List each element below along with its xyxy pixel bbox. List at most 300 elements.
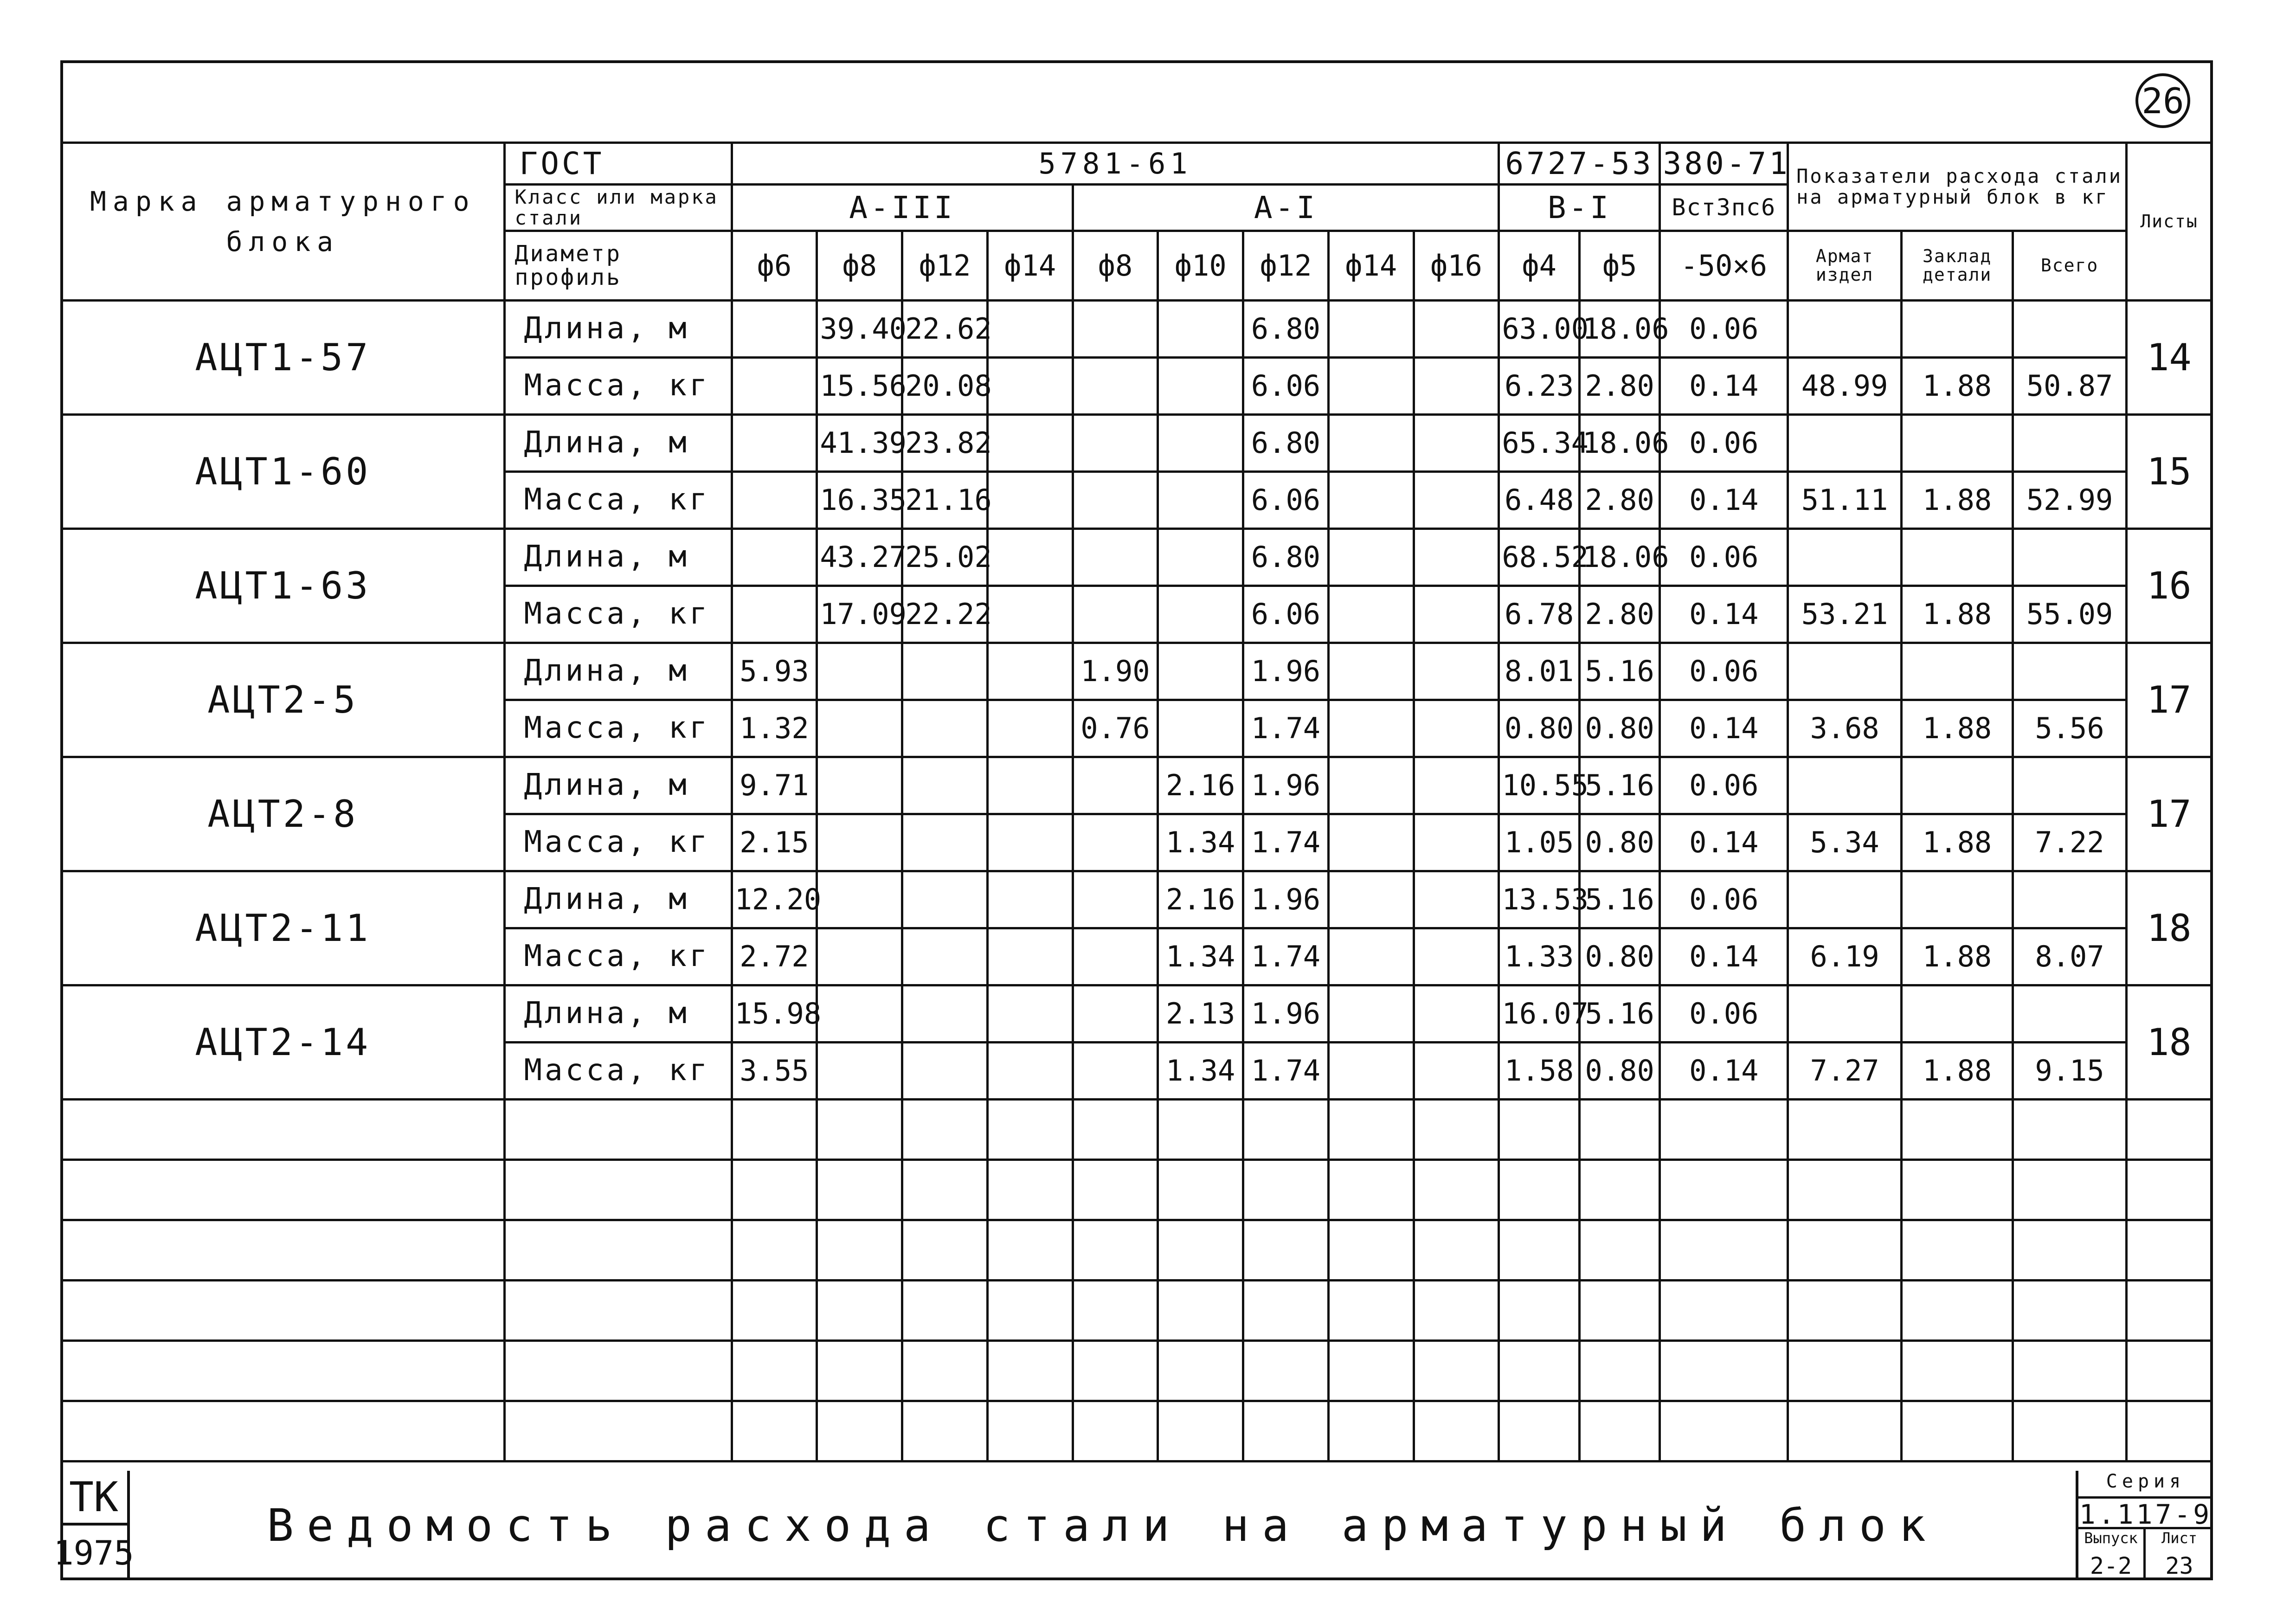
table-cell — [1073, 985, 1158, 1043]
gost-380-header: 380-71 — [1660, 143, 1788, 185]
steel-consumption-table — [60, 142, 2213, 1462]
table-cell — [1414, 871, 1499, 928]
table-cell: 1.96 — [1243, 643, 1329, 700]
empty-row — [62, 1401, 2212, 1461]
table-cell — [1073, 415, 1158, 472]
total-header: Всего — [2013, 231, 2127, 301]
table-cell — [1158, 700, 1243, 757]
block-mark: АЦТ1-63 — [62, 529, 505, 643]
series-block — [2078, 1471, 2213, 1580]
table-cell: 0.06 — [1660, 301, 1788, 358]
table-cell: 25.02 — [902, 529, 988, 586]
empty-row — [62, 1220, 2212, 1281]
empty-cell — [1243, 1281, 1329, 1341]
table-cell — [1414, 1043, 1499, 1100]
table-cell — [1902, 757, 2013, 814]
table-cell — [987, 814, 1073, 871]
table-cell: 1.33 — [1499, 928, 1580, 985]
empty-cell — [1243, 1160, 1329, 1220]
empty-row — [62, 1281, 2212, 1341]
diameter-header: ф12 — [902, 231, 988, 301]
table-cell — [987, 757, 1073, 814]
table-cell — [1414, 814, 1499, 871]
empty-cell — [62, 1160, 505, 1220]
table-cell — [902, 643, 988, 700]
empty-cell — [1243, 1220, 1329, 1281]
empty-cell — [2013, 1160, 2127, 1220]
empty-cell — [504, 1341, 732, 1401]
class-b1-header: B-I — [1499, 185, 1660, 231]
table-cell: 2.15 — [732, 814, 817, 871]
table-cell: 1.32 — [732, 700, 817, 757]
table-cell: 9.71 — [732, 757, 817, 814]
table-cell: 10.55 — [1499, 757, 1580, 814]
empty-cell — [1073, 1160, 1158, 1220]
arm-izdel-value: 3.68 — [1788, 700, 1902, 757]
table-cell — [1073, 301, 1158, 358]
empty-cell — [1902, 1281, 2013, 1341]
empty-cell — [732, 1281, 817, 1341]
diameter-header: ф10 — [1158, 231, 1243, 301]
table-cell — [2013, 757, 2127, 814]
sheet-ref: 18 — [2127, 871, 2212, 985]
table-cell: 1.34 — [1158, 814, 1243, 871]
table-cell: 65.34 — [1499, 415, 1580, 472]
table-cell — [1073, 358, 1158, 415]
arm-izdel-value: 6.19 — [1788, 928, 1902, 985]
table-cell: 20.08 — [902, 358, 988, 415]
table-cell — [1328, 529, 1414, 586]
row-label: Масса, кг — [504, 586, 732, 643]
table-cell — [1328, 700, 1414, 757]
list-label: Лист — [2161, 1529, 2198, 1547]
steel-table-body — [62, 301, 2212, 1461]
empty-cell — [987, 1281, 1073, 1341]
empty-cell — [1499, 1401, 1580, 1461]
empty-cell — [1243, 1341, 1329, 1401]
table-cell — [1414, 358, 1499, 415]
empty-cell — [1158, 1100, 1243, 1160]
empty-cell — [1414, 1160, 1499, 1220]
table-cell: 18.06 — [1579, 415, 1660, 472]
table-cell: 1.74 — [1243, 928, 1329, 985]
table-cell — [1328, 301, 1414, 358]
empty-cell — [902, 1341, 988, 1401]
table-row — [62, 415, 2212, 472]
empty-cell — [1499, 1341, 1580, 1401]
empty-cell — [817, 1341, 902, 1401]
table-cell: 1.34 — [1158, 1043, 1243, 1100]
table-cell: 22.62 — [902, 301, 988, 358]
tk-stamp — [53, 1471, 134, 1580]
table-cell — [1414, 643, 1499, 700]
table-row — [62, 985, 2212, 1043]
total-value: 55.09 — [2013, 586, 2127, 643]
table-cell: 1.96 — [1243, 757, 1329, 814]
empty-cell — [1073, 1100, 1158, 1160]
empty-cell — [1328, 1341, 1414, 1401]
table-cell: 0.76 — [1073, 700, 1158, 757]
empty-cell — [1788, 1341, 1902, 1401]
table-cell — [2013, 871, 2127, 928]
table-cell — [987, 643, 1073, 700]
sheet-ref: 15 — [2127, 415, 2212, 529]
table-cell: 12.20 — [732, 871, 817, 928]
table-cell: 5.16 — [1579, 757, 1660, 814]
table-cell — [902, 985, 988, 1043]
diameter-header: ф6 — [732, 231, 817, 301]
empty-cell — [1499, 1160, 1580, 1220]
empty-cell — [1414, 1281, 1499, 1341]
empty-cell — [1073, 1220, 1158, 1281]
table-cell — [732, 529, 817, 586]
table-cell — [1788, 643, 1902, 700]
empty-cell — [62, 1341, 505, 1401]
empty-cell — [817, 1401, 902, 1461]
table-cell — [1158, 529, 1243, 586]
empty-cell — [987, 1160, 1073, 1220]
table-cell — [1902, 301, 2013, 358]
empty-cell — [732, 1341, 817, 1401]
zaklad-value: 1.88 — [1902, 700, 2013, 757]
empty-cell — [1499, 1100, 1580, 1160]
row-label: Масса, кг — [504, 928, 732, 985]
sheets-column-header: Листы — [2127, 143, 2212, 301]
empty-cell — [1579, 1341, 1660, 1401]
table-cell — [902, 814, 988, 871]
table-cell — [1328, 643, 1414, 700]
arm-izdel-value: 48.99 — [1788, 358, 1902, 415]
tk-year: 1975 — [53, 1533, 134, 1572]
table-cell — [1328, 757, 1414, 814]
arm-izdel-value: 7.27 — [1788, 1043, 1902, 1100]
table-cell: 0.06 — [1660, 415, 1788, 472]
empty-cell — [504, 1401, 732, 1461]
empty-cell — [1328, 1220, 1414, 1281]
table-cell — [2013, 529, 2127, 586]
empty-cell — [2013, 1220, 2127, 1281]
total-value: 50.87 — [2013, 358, 2127, 415]
empty-cell — [1660, 1100, 1788, 1160]
empty-cell — [732, 1160, 817, 1220]
diameter-header: ф14 — [987, 231, 1073, 301]
table-cell: 2.80 — [1579, 586, 1660, 643]
table-row — [62, 529, 2212, 586]
table-cell — [1328, 358, 1414, 415]
block-mark: АЦТ2-11 — [62, 871, 505, 985]
empty-cell — [1660, 1341, 1788, 1401]
table-cell — [1158, 415, 1243, 472]
row-label: Длина, м — [504, 643, 732, 700]
table-cell — [1414, 301, 1499, 358]
table-cell — [1158, 358, 1243, 415]
table-cell — [1073, 928, 1158, 985]
table-cell — [987, 871, 1073, 928]
table-cell — [1902, 871, 2013, 928]
table-cell — [902, 1043, 988, 1100]
empty-cell — [1788, 1160, 1902, 1220]
empty-cell — [732, 1100, 817, 1160]
total-value: 5.56 — [2013, 700, 2127, 757]
series-label: Серия — [2078, 1471, 2213, 1499]
row-label: Масса, кг — [504, 700, 732, 757]
empty-cell — [1158, 1220, 1243, 1281]
table-cell — [987, 358, 1073, 415]
empty-cell — [902, 1100, 988, 1160]
empty-cell — [1579, 1220, 1660, 1281]
table-cell: 6.80 — [1243, 301, 1329, 358]
sheet-ref: 16 — [2127, 529, 2212, 643]
empty-cell — [1788, 1100, 1902, 1160]
table-cell — [817, 985, 902, 1043]
table-cell: 0.80 — [1579, 700, 1660, 757]
table-cell — [1073, 871, 1158, 928]
table-cell — [1073, 757, 1158, 814]
empty-cell — [1660, 1160, 1788, 1220]
table-cell — [987, 529, 1073, 586]
table-cell: 1.96 — [1243, 985, 1329, 1043]
empty-cell — [1158, 1160, 1243, 1220]
table-row — [62, 757, 2212, 814]
empty-cell — [902, 1281, 988, 1341]
table-cell: 1.96 — [1243, 871, 1329, 928]
table-cell: 2.16 — [1158, 871, 1243, 928]
table-cell: 0.06 — [1660, 643, 1788, 700]
empty-cell — [1073, 1281, 1158, 1341]
table-cell: 1.74 — [1243, 814, 1329, 871]
empty-cell — [1328, 1100, 1414, 1160]
empty-cell — [62, 1100, 505, 1160]
table-cell — [817, 643, 902, 700]
table-cell — [1902, 529, 2013, 586]
table-cell — [1158, 301, 1243, 358]
empty-cell — [62, 1220, 505, 1281]
row-label: Длина, м — [504, 871, 732, 928]
table-cell: 0.14 — [1660, 472, 1788, 529]
table-cell — [1414, 586, 1499, 643]
table-cell: 6.48 — [1499, 472, 1580, 529]
table-cell: 6.06 — [1243, 358, 1329, 415]
empty-cell — [1499, 1281, 1580, 1341]
table-cell: 0.14 — [1660, 928, 1788, 985]
row-label: Длина, м — [504, 301, 732, 358]
table-cell: 2.80 — [1579, 472, 1660, 529]
table-cell: 1.58 — [1499, 1043, 1580, 1100]
zaklad-value: 1.88 — [1902, 814, 2013, 871]
empty-cell — [1902, 1341, 2013, 1401]
table-cell — [987, 985, 1073, 1043]
diameter-header: ф8 — [817, 231, 902, 301]
table-cell — [2013, 985, 2127, 1043]
table-cell — [987, 472, 1073, 529]
zaklad-value: 1.88 — [1902, 1043, 2013, 1100]
table-cell — [1328, 1043, 1414, 1100]
class-a3-header: A-III — [732, 185, 1073, 231]
empty-cell — [1414, 1220, 1499, 1281]
indicators-header: Показатели расхода стали на арматурный блок в кг — [1788, 143, 2127, 231]
table-cell — [1328, 415, 1414, 472]
table-cell — [987, 415, 1073, 472]
empty-cell — [1158, 1401, 1243, 1461]
block-mark: АЦТ2-14 — [62, 985, 505, 1100]
empty-cell — [504, 1281, 732, 1341]
mark-column-header: Марка арматурного блока — [62, 143, 505, 301]
empty-cell — [1902, 1160, 2013, 1220]
empty-cell — [902, 1160, 988, 1220]
empty-cell — [817, 1100, 902, 1160]
empty-cell — [817, 1160, 902, 1220]
table-cell — [2013, 643, 2127, 700]
empty-cell — [817, 1220, 902, 1281]
table-cell — [1073, 472, 1158, 529]
table-cell — [732, 472, 817, 529]
table-cell — [2013, 301, 2127, 358]
empty-cell — [62, 1281, 505, 1341]
arm-izdel-header: Армат издел — [1788, 231, 1902, 301]
table-cell: 5.16 — [1579, 871, 1660, 928]
table-cell — [902, 700, 988, 757]
table-row — [62, 871, 2212, 928]
table-cell: 43.27 — [817, 529, 902, 586]
empty-cell — [1902, 1401, 2013, 1461]
table-cell — [1788, 757, 1902, 814]
table-cell: 0.80 — [1579, 1043, 1660, 1100]
table-cell: 1.05 — [1499, 814, 1580, 871]
empty-cell — [987, 1100, 1073, 1160]
table-cell — [1328, 871, 1414, 928]
empty-cell — [732, 1220, 817, 1281]
block-mark: АЦТ1-60 — [62, 415, 505, 529]
table-cell — [987, 586, 1073, 643]
table-cell: 1.90 — [1073, 643, 1158, 700]
table-cell — [1788, 985, 1902, 1043]
table-cell — [1414, 700, 1499, 757]
zaklad-value: 1.88 — [1902, 586, 2013, 643]
gost-6727-header: 6727-53 — [1499, 143, 1660, 185]
diameter-header: ф8 — [1073, 231, 1158, 301]
empty-cell — [2127, 1281, 2212, 1341]
table-cell — [817, 871, 902, 928]
gost-5781-header: 5781-61 — [732, 143, 1499, 185]
table-row — [62, 301, 2212, 358]
block-mark: АЦТ1-57 — [62, 301, 505, 415]
arm-izdel-value: 5.34 — [1788, 814, 1902, 871]
table-cell — [817, 928, 902, 985]
sheet-ref: 17 — [2127, 757, 2212, 871]
table-cell — [817, 814, 902, 871]
empty-cell — [504, 1220, 732, 1281]
empty-cell — [1073, 1341, 1158, 1401]
arm-izdel-value: 51.11 — [1788, 472, 1902, 529]
total-value: 8.07 — [2013, 928, 2127, 985]
vypusk-label: Выпуск — [2078, 1529, 2146, 1552]
empty-cell — [2013, 1281, 2127, 1341]
list-value: 23 — [2165, 1552, 2193, 1579]
table-cell — [1414, 985, 1499, 1043]
empty-cell — [1073, 1401, 1158, 1461]
empty-cell — [2127, 1341, 2212, 1401]
table-cell — [1414, 472, 1499, 529]
table-cell: 0.80 — [1579, 928, 1660, 985]
block-mark: АЦТ2-5 — [62, 643, 505, 757]
table-cell — [1414, 757, 1499, 814]
table-cell: 6.80 — [1243, 415, 1329, 472]
table-cell — [1073, 529, 1158, 586]
page-number: 26 — [2135, 73, 2190, 128]
gost-label: ГОСТ — [504, 143, 732, 185]
empty-cell — [1579, 1401, 1660, 1461]
diameter-header: ф14 — [1328, 231, 1414, 301]
table-cell: 5.16 — [1579, 985, 1660, 1043]
empty-cell — [987, 1401, 1073, 1461]
table-cell: 2.72 — [732, 928, 817, 985]
empty-cell — [504, 1160, 732, 1220]
empty-cell — [1902, 1220, 2013, 1281]
table-cell — [2013, 415, 2127, 472]
empty-cell — [1660, 1220, 1788, 1281]
table-cell: 39.40 — [817, 301, 902, 358]
table-cell: 2.13 — [1158, 985, 1243, 1043]
empty-cell — [1660, 1401, 1788, 1461]
table-cell — [1788, 529, 1902, 586]
empty-cell — [1243, 1401, 1329, 1461]
table-cell: 1.74 — [1243, 1043, 1329, 1100]
table-cell: 0.14 — [1660, 814, 1788, 871]
table-cell: 6.80 — [1243, 529, 1329, 586]
table-cell: 0.14 — [1660, 586, 1788, 643]
empty-cell — [1579, 1100, 1660, 1160]
empty-row — [62, 1160, 2212, 1220]
empty-cell — [504, 1100, 732, 1160]
class-a1-header: A-I — [1073, 185, 1499, 231]
row-label: Масса, кг — [504, 358, 732, 415]
total-value: 9.15 — [2013, 1043, 2127, 1100]
row-label: Длина, м — [504, 529, 732, 586]
empty-cell — [987, 1341, 1073, 1401]
diameter-header: ф12 — [1243, 231, 1329, 301]
empty-cell — [1414, 1100, 1499, 1160]
table-cell — [732, 358, 817, 415]
table-cell: 0.80 — [1499, 700, 1580, 757]
table-cell — [902, 871, 988, 928]
table-cell — [817, 700, 902, 757]
empty-cell — [2013, 1100, 2127, 1160]
table-cell: 15.56 — [817, 358, 902, 415]
table-cell: 68.52 — [1499, 529, 1580, 586]
tk-code: ТК — [60, 1471, 127, 1526]
block-mark: АЦТ2-8 — [62, 757, 505, 871]
table-cell: 18.06 — [1579, 529, 1660, 586]
table-cell: 23.82 — [902, 415, 988, 472]
diameter-header: ф16 — [1414, 231, 1499, 301]
table-cell: 6.23 — [1499, 358, 1580, 415]
sheet-ref: 18 — [2127, 985, 2212, 1100]
table-cell: 6.78 — [1499, 586, 1580, 643]
table-cell — [817, 1043, 902, 1100]
table-cell — [1158, 472, 1243, 529]
table-cell — [1158, 586, 1243, 643]
table-cell: 0.14 — [1660, 358, 1788, 415]
empty-cell — [1414, 1341, 1499, 1401]
empty-cell — [2013, 1401, 2127, 1461]
table-cell: 1.34 — [1158, 928, 1243, 985]
table-cell: 0.06 — [1660, 529, 1788, 586]
table-cell: 0.14 — [1660, 1043, 1788, 1100]
table-cell: 6.06 — [1243, 586, 1329, 643]
table-cell: 1.74 — [1243, 700, 1329, 757]
diameter-label: Диаметр профиль — [504, 231, 732, 301]
table-cell: 0.06 — [1660, 985, 1788, 1043]
